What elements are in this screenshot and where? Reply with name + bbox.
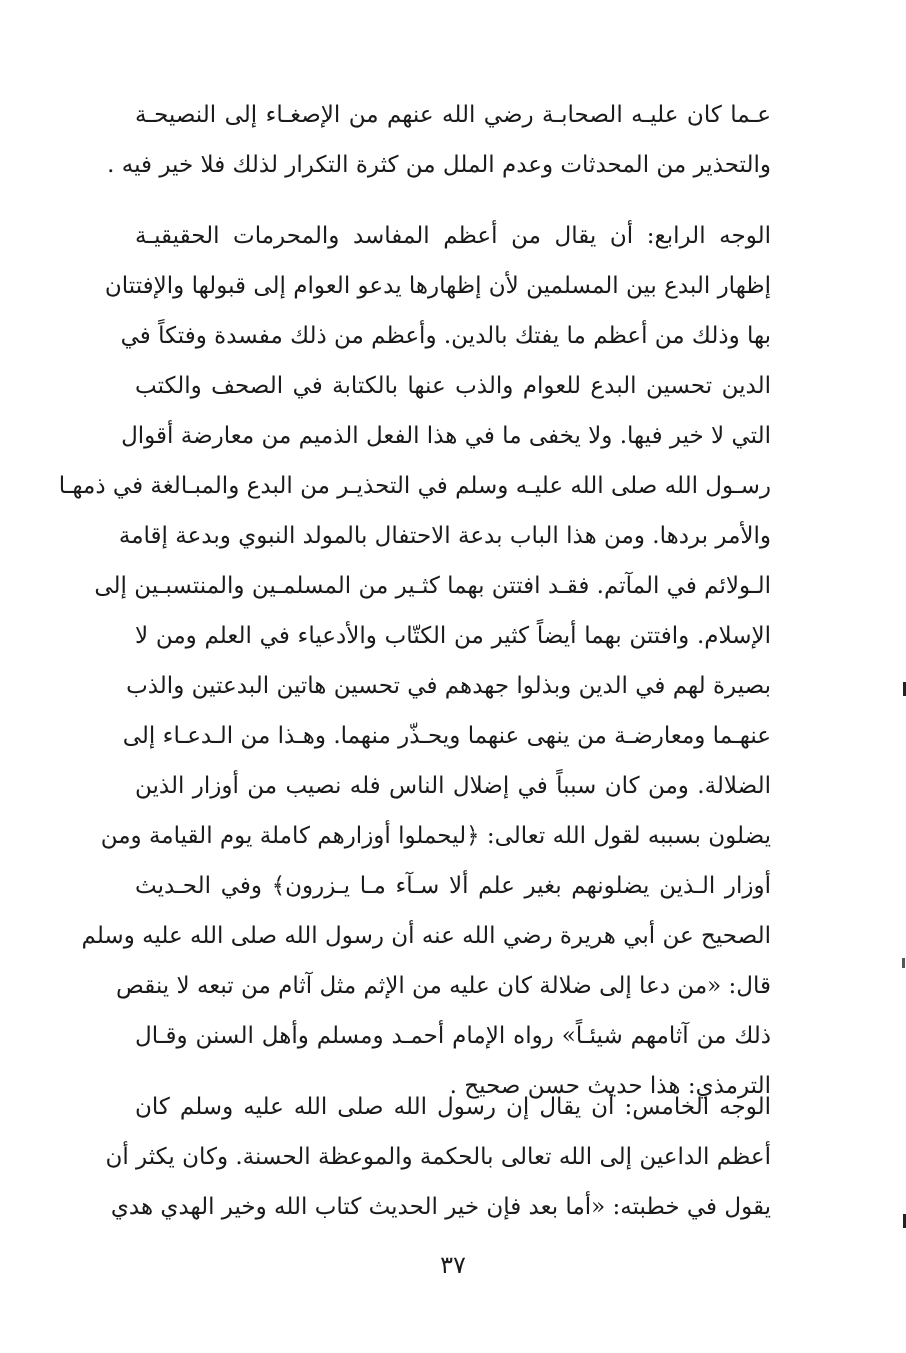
text-line: الضلالة. ومن كان سبباً في إضلال الناس فله نصيب من أوزار الذين [135, 773, 771, 799]
text-line: بصيرة لهم في الدين وبذلوا جهدهم في تحسين هاتين البدعتين والذب [126, 673, 771, 699]
text-line: الوجه الخامس: أن يقال إن رسول الله صلى الله عليه وسلم كان [135, 1094, 771, 1120]
text-line: الدين تحسين البدع للعوام والذب عنها بالكتابة في الصحف والكتب [135, 373, 771, 399]
paragraph-continuation [107, 90, 771, 190]
text-line: الترمذي: هذا حديث حسن صحيح . [449, 1073, 771, 1099]
text-line: الإسلام. وافتتن بهما أيضاً كثير من الكتّاب والأدعياء في العلم ومن لا [135, 623, 771, 649]
paragraph-fourth-aspect [58, 211, 771, 1111]
page-number: ٣٧ [440, 1251, 466, 1279]
text-line: الصحيح عن أبي هريرة رضي الله عنه أن رسول الله صلى الله عليه وسلم [81, 923, 771, 949]
text-line: عنهـما ومعارضـة من ينهى عنهما ويحـذّر منهما. وهـذا من الـدعـاء إلى [122, 723, 771, 749]
text-line: الوجه الرابع: أن يقال من أعظم المفاسد والمحرمات الحقيقيـة [135, 223, 771, 249]
text-line: يقول في خطبته: «أما بعد فإن خير الحديث كتاب الله وخير الهدي هدي [110, 1194, 771, 1220]
text-line: إظهار البدع بين المسلمين لأن إظهارها يدعو العوام إلى قبولها والإفتتان [104, 273, 771, 299]
text-line: عـما كان عليـه الصحابـة رضي الله عنهم من الإصغـاء إلى النصيحـة [135, 102, 771, 128]
text-line: أوزار الـذين يضلونهم بغير علم ألا سـآء مـا يـزرون﴾ وفي الحـديث [135, 873, 771, 899]
scan-edge-mark [902, 958, 905, 968]
text-line: التي لا خير فيها. ولا يخفى ما في هذا الفعل الذميم من معارضة أقوال [121, 423, 771, 449]
text-line: الـولائم في المآتم. فقـد افتتن بهما كثـير من المسلمـين والمنتسبـين إلى [94, 573, 771, 599]
text-line: بها وذلك من أعظم ما يفتك بالدين. وأعظم من ذلك مفسدة وفتكاً في [120, 323, 771, 349]
text-line: والتحذير من المحدثات وعدم الملل من كثرة التكرار لذلك فلا خير فيه . [107, 152, 771, 178]
text-line: رسـول الله صلى الله عليـه وسلم في التحذيـر من البدع والمبـالغة في ذمهـا [58, 473, 771, 499]
text-line: والأمر بردها. ومن هذا الباب بدعة الاحتفال بالمولد النبوي وبدعة إقامة [118, 523, 771, 549]
text-line: يضلون بسببه لقول الله تعالى: ﴿ليحملوا أوزارهم كاملة يوم القيامة ومن [100, 823, 771, 849]
text-line: ذلك من آثامهم شيئـاً» رواه الإمام أحمـد ومسلم وأهل السنن وقـال [135, 1023, 771, 1049]
paragraph-fifth-aspect [105, 1082, 771, 1232]
text-line: أعظم الداعين إلى الله تعالى بالحكمة والموعظة الحسنة. وكان يكثر أن [105, 1144, 771, 1170]
text-line: قال: «من دعا إلى ضلالة كان عليه من الإثم مثل آثام من تبعه لا ينقص [116, 973, 771, 999]
